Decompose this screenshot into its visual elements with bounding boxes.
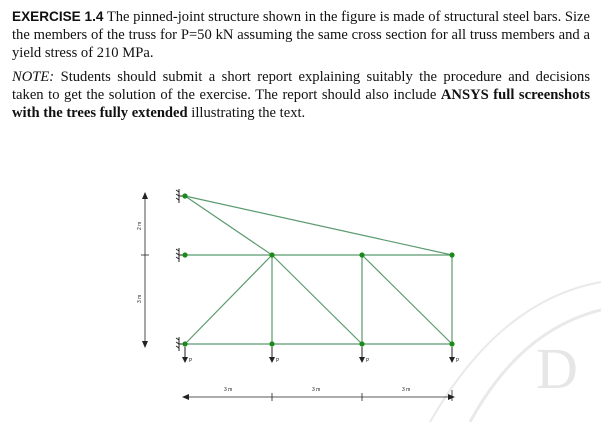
load-label-1: P: [189, 358, 193, 364]
node-top-2: [269, 252, 274, 257]
node-support-bottom: [182, 341, 187, 346]
exercise-label: EXERCISE 1.4: [12, 9, 104, 24]
loads: [185, 347, 452, 362]
member-diagonal-1: [185, 255, 272, 344]
supports: [176, 189, 185, 351]
dim-vertical-bottom: 3 m: [137, 294, 143, 303]
watermark: [430, 282, 601, 422]
vertical-dimension: [141, 192, 149, 348]
load-label-4: P: [456, 358, 460, 364]
note-label: NOTE:: [12, 69, 55, 85]
truss-nodes: [182, 193, 454, 346]
load-label-3: P: [366, 358, 370, 364]
node-bottom-4: [449, 341, 454, 346]
exercise-statement: The pinned-joint structure shown in the figure is made of structural steel bars. Size the members of the truss for P=50 kN assuming the same cross section for all truss members and a yield stress of 210 MPa.: [12, 9, 591, 61]
member-diagonal-2: [272, 255, 362, 344]
node-bottom-3: [359, 341, 364, 346]
member-top-chord-diagonal: [185, 196, 452, 255]
note-text-1: Students should submit a short report explaining suitably the procedure and decisions taken to get the solution of the exercise. The report should also include: [12, 69, 590, 103]
dim-horizontal-1: 3 m: [224, 387, 233, 393]
note-bold-text: ANSYS full screenshots with the trees fully extended: [12, 87, 590, 121]
node-support-top: [182, 193, 187, 198]
dim-horizontal-3: 3 m: [402, 387, 411, 393]
member-diagonal-3: [362, 255, 452, 344]
truss-members: [185, 196, 452, 344]
node-top-3: [359, 252, 364, 257]
load-label-2: P: [276, 358, 280, 364]
node-top-4: [449, 252, 454, 257]
watermark-letter: D: [536, 336, 578, 401]
node-bottom-2: [269, 341, 274, 346]
note-text-2: illustrating the text.: [187, 105, 306, 121]
dim-horizontal-2: 3 m: [312, 387, 321, 393]
member-upper-diagonal: [185, 196, 272, 255]
node-support-middle: [182, 252, 187, 257]
dim-vertical-top: 2 m: [137, 221, 143, 230]
